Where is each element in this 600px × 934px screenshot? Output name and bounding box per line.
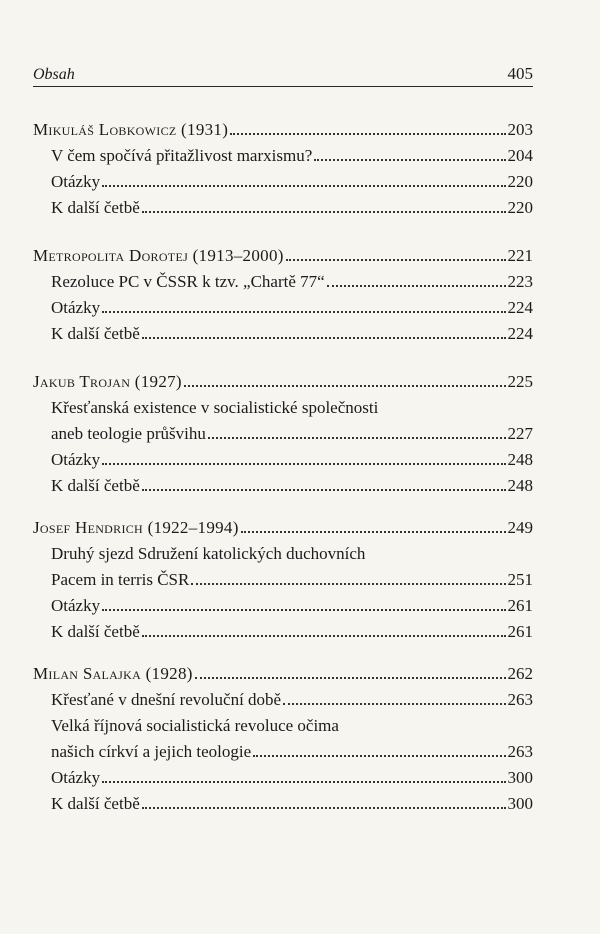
entry-title: K další četbě [51,622,140,641]
toc-entry[interactable] [33,762,533,788]
page-number: 248 [507,450,533,469]
toc-author-entry[interactable] [33,114,533,140]
page-number: 204 [507,146,533,165]
leader-dots [241,530,506,533]
page-number: 300 [507,794,533,813]
page-number: 300 [507,768,533,787]
page-number: 223 [507,272,533,291]
toc-entry[interactable] [33,788,533,814]
entry-title: K další četbě [51,198,140,217]
entry-title: našich církví a jejich teologie [51,742,252,761]
toc-entry[interactable] [33,166,533,192]
entry-title: V čem spočívá přitažlivost marxismu? [51,146,313,165]
entry-title: K další četbě [51,476,140,495]
leader-dots [208,436,506,439]
page-number: 221 [507,246,533,265]
entry-title: Otázky [51,298,101,317]
toc-entry[interactable] [33,318,533,344]
toc-author-entry[interactable] [33,366,533,392]
entry-title: Křesťané v dnešní revoluční době [51,690,282,709]
leader-dots [184,384,506,387]
leader-dots [191,582,505,585]
leader-dots [102,184,505,187]
toc-entry[interactable] [33,192,533,218]
page-number: 220 [507,172,533,191]
page-number: 261 [507,596,533,615]
toc-entry[interactable] [33,140,533,166]
leader-dots [195,676,506,679]
leader-dots [327,284,506,287]
leader-dots [142,806,506,809]
toc-entry[interactable] [33,292,533,318]
toc-section [33,512,533,642]
page-number: 251 [507,570,533,589]
page-number: 220 [507,198,533,217]
leader-dots [253,754,505,757]
entry-title: aneb teologie průšvihu [51,424,206,443]
author-name: Josef Hendrich (1922–1994) [33,518,239,537]
leader-dots [142,634,506,637]
toc-entry-first-line[interactable] [33,538,533,564]
author-name: Milan Salajka (1928) [33,664,193,683]
leader-dots [102,780,505,783]
page-number: 248 [507,476,533,495]
leader-dots [102,310,505,313]
toc-entry[interactable] [33,616,533,642]
leader-dots [102,462,505,465]
author-name: Metropolita Dorotej (1913–2000) [33,246,284,265]
entry-title: Otázky [51,768,101,787]
toc-entry[interactable] [33,266,533,292]
leader-dots [102,608,505,611]
toc-entry[interactable] [33,590,533,616]
entry-title: Otázky [51,450,101,469]
toc-entry[interactable] [33,736,533,762]
leader-dots [142,210,506,213]
leader-dots [283,702,505,705]
toc-entry[interactable] [33,564,533,590]
author-name: Mikuláš Lobkowicz (1931) [33,120,229,139]
entry-title: Pacem in terris ČSR [51,570,190,589]
entry-title-line: Druhý sjezd Sdružení katolických duchovních [51,544,366,563]
entry-title-line: Křesťanská existence v socialistické společnosti [51,398,379,417]
page-number: 225 [507,372,533,391]
entry-title-line: Velká říjnová socialistická revoluce očima [51,716,339,735]
page-number: 263 [507,742,533,761]
entry-title: Otázky [51,172,101,191]
toc-section [33,240,533,344]
toc-entry[interactable] [33,684,533,710]
leader-dots [314,158,505,161]
toc-section [33,658,533,814]
toc-author-entry[interactable] [33,240,533,266]
toc-author-entry[interactable] [33,512,533,538]
entry-title: Otázky [51,596,101,615]
toc-author-entry[interactable] [33,658,533,684]
leader-dots [286,258,506,261]
leader-dots [230,132,505,135]
toc-entry[interactable] [33,444,533,470]
toc-section [33,114,533,218]
page-number: 227 [507,424,533,443]
page-number: 249 [507,518,533,537]
entry-title: Rezoluce PC v ČSSR k tzv. „Chartě 77“ [51,272,325,291]
entry-title: K další četbě [51,324,140,343]
toc-entry-first-line[interactable] [33,392,533,418]
header-page-number: 405 [507,64,533,83]
toc-section [33,366,533,496]
toc-entry[interactable] [33,470,533,496]
running-header [33,60,533,87]
toc-entry-first-line[interactable] [33,710,533,736]
leader-dots [142,488,506,491]
author-name: Jakub Trojan (1927) [33,372,182,391]
toc-entry[interactable] [33,418,533,444]
page-number: 261 [507,622,533,641]
page-number: 224 [507,298,533,317]
leader-dots [142,336,506,339]
page-number: 263 [507,690,533,709]
page-number: 262 [507,664,533,683]
page-number: 203 [507,120,533,139]
entry-title: K další četbě [51,794,140,813]
page-number: 224 [507,324,533,343]
header-title: Obsah [33,66,75,83]
